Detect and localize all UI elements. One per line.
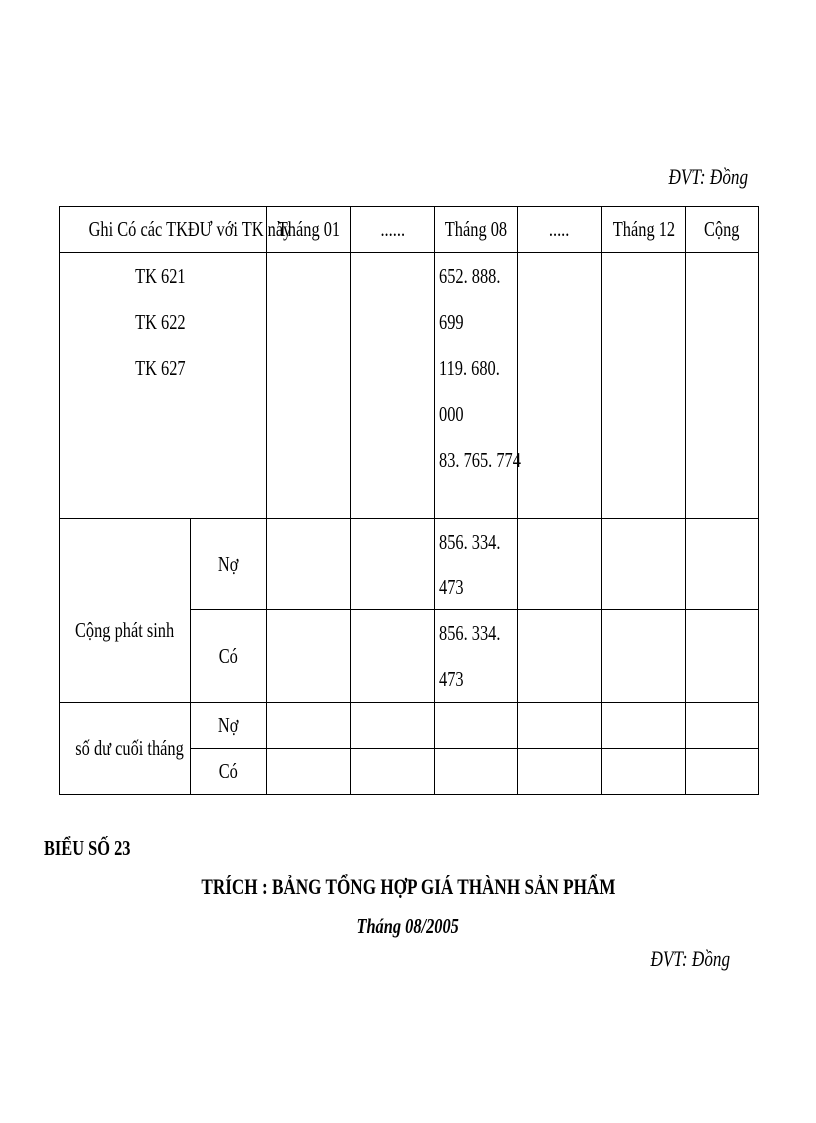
unit-label-top: ĐVT: Đồng — [668, 164, 748, 189]
cell-empty — [351, 749, 435, 795]
so-du-no-label: Nợ — [191, 703, 267, 749]
cell-empty — [602, 253, 686, 519]
ledger-table — [59, 206, 759, 795]
header-ellipsis-1: ...... — [351, 207, 435, 253]
cell-empty — [518, 749, 602, 795]
header-thang-01: Tháng 01 — [267, 207, 351, 253]
cell-empty — [351, 610, 435, 703]
cell-empty — [435, 749, 518, 795]
cell-empty — [351, 253, 435, 519]
account-tk622: TK 622 — [134, 310, 186, 334]
cell-empty — [602, 749, 686, 795]
cong-phat-sinh-no-row — [60, 519, 759, 610]
so-du-label: số dư cuối tháng — [60, 703, 191, 795]
cong-phat-sinh-co-label: Có — [191, 610, 267, 703]
cell-empty — [351, 519, 435, 610]
thang08-account-values: 652. 888. 699 119. 680. 000 83. 765. 774 — [435, 253, 518, 519]
header-ellipsis-2: ..... — [518, 207, 602, 253]
cell-empty — [267, 610, 351, 703]
cell-empty — [435, 703, 518, 749]
cell-empty — [686, 519, 759, 610]
cell-empty — [686, 610, 759, 703]
cell-empty — [518, 610, 602, 703]
cong-phat-sinh-co-value: 856. 334. 473 — [435, 610, 518, 703]
so-du-no-row — [60, 703, 759, 749]
cell-empty — [602, 519, 686, 610]
report-period: Tháng 08/2005 — [356, 914, 460, 938]
header-cong: Cộng — [686, 207, 759, 253]
cong-phat-sinh-label: Cộng phát sinh — [60, 519, 191, 703]
cell-empty — [686, 253, 759, 519]
cell-empty — [686, 703, 759, 749]
unit-label-bottom: ĐVT: Đồng — [650, 946, 730, 971]
header-thang-12: Tháng 12 — [602, 207, 686, 253]
so-du-co-label: Có — [191, 749, 267, 795]
account-tk627: TK 627 — [134, 356, 186, 380]
account-tk621: TK 621 — [134, 264, 186, 288]
cell-empty — [267, 749, 351, 795]
cell-empty — [267, 703, 351, 749]
cell-empty — [602, 703, 686, 749]
report-title: TRÍCH : BẢNG TỔNG HỢP GIÁ THÀNH SẢN PHẨM — [200, 874, 616, 899]
cell-empty — [267, 519, 351, 610]
cell-empty — [351, 703, 435, 749]
cell-empty — [686, 749, 759, 795]
header-accounts: Ghi Có các TKĐƯ với TK này — [60, 207, 267, 253]
header-row — [60, 207, 759, 253]
cell-empty — [518, 519, 602, 610]
cong-phat-sinh-no-label: Nợ — [191, 519, 267, 610]
header-thang-08: Tháng 08 — [435, 207, 518, 253]
accounts-row — [60, 253, 759, 519]
bieu-so-label: BIỂU SỐ 23 — [44, 836, 131, 860]
cell-empty — [518, 253, 602, 519]
cell-empty — [602, 610, 686, 703]
accounts-list — [60, 253, 267, 519]
cell-empty — [267, 253, 351, 519]
cong-phat-sinh-no-value: 856. 334. 473 — [435, 519, 518, 610]
cell-empty — [518, 703, 602, 749]
